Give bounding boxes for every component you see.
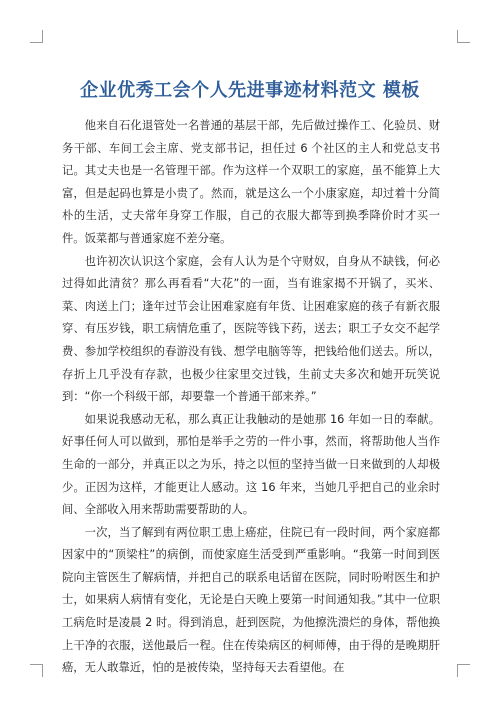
document-body bbox=[62, 115, 440, 680]
paragraph-2: 也许初次认识这个家庭，会有人认为是个守财奴，自身从不缺钱，何必过得如此清贫？那么再看看“大花”的一面，当有谁家揭不开锅了，买米、菜、肉送上门；逢年过节会让困难家庭有年货、让困难家庭的孩子有新衣服穿、有压岁钱，职工病情危重了，医院等钱下药，送去；职工子女交不起学费、参加学校组织的春游没有钱、想学电脑等等，把钱给他们送去。所以，存折上几乎没有存款，也极少往家里交过钱，生前丈夫多次和她开玩笑说到：“你一个科级干部，却要靠一个普通干部来养。” bbox=[62, 254, 440, 404]
paragraph-4: 一次，当了解到有两位职工患上癌症，住院已有一段时间，两个家庭都因家中的“顶梁柱”的病倒，而使家庭生活受到严重影响。“我第一时间到医院向主管医生了解病情，并把自己的联系电话留在医院，同时吩咐医生和护士，如果病人病情有变化，无论是白天晚上要第一时间通知我。”其中一位职工病危时是凌晨 2 时。得到消息，赶到医院，为他擦洗溃烂的身体，帮他换上干净的衣服，送他最后一程。住在传染病区的柯师傅，由于得的是晚期肝癌，无人敢靠近，怕的是被传染，坚持每天去看望他。在 bbox=[62, 525, 440, 675]
page-corner-mark-bottom-left bbox=[30, 664, 43, 677]
paragraph-3: 如果说我感动无私，那么真正让我触动的是她那 16 年如一日的奉献。好事任何人可以做到，那怕是举手之劳的一件小事，然而，将帮助他人当作生命的一部分，并真正以之为乐，持之以恒的坚持当做一日来做到的人却极少。正因为这样，才能更让人感动。这 16 年来，当她几乎把自己的业余时间、全部收入用来帮助需要帮助的人。 bbox=[62, 412, 440, 517]
page-corner-mark-bottom-right bbox=[457, 664, 470, 677]
page-corner-mark-top-right bbox=[457, 30, 470, 43]
page-corner-mark-top-left bbox=[30, 30, 43, 43]
document-title: 企业优秀工会个人先进事迹材料范文 模板 bbox=[80, 80, 420, 102]
paragraph-1: 他来自石化退管处一名普通的基层干部，先后做过操作工、化验员、财务干部、车间工会主席、党支部书记，担任过 6 个社区的主人和党总支书记。其丈夫也是一名管理干部。作为这样一个双职工的家庭，虽不能算上大富，但是起码也算是小贵了。然而，就是这么一个小康家庭，却过着十分简朴的生活，丈夫常年身穿工作服，自己的衣服大都等到换季降价时才买一件。饭菜都与普通家庭不差分毫。 bbox=[62, 119, 440, 245]
